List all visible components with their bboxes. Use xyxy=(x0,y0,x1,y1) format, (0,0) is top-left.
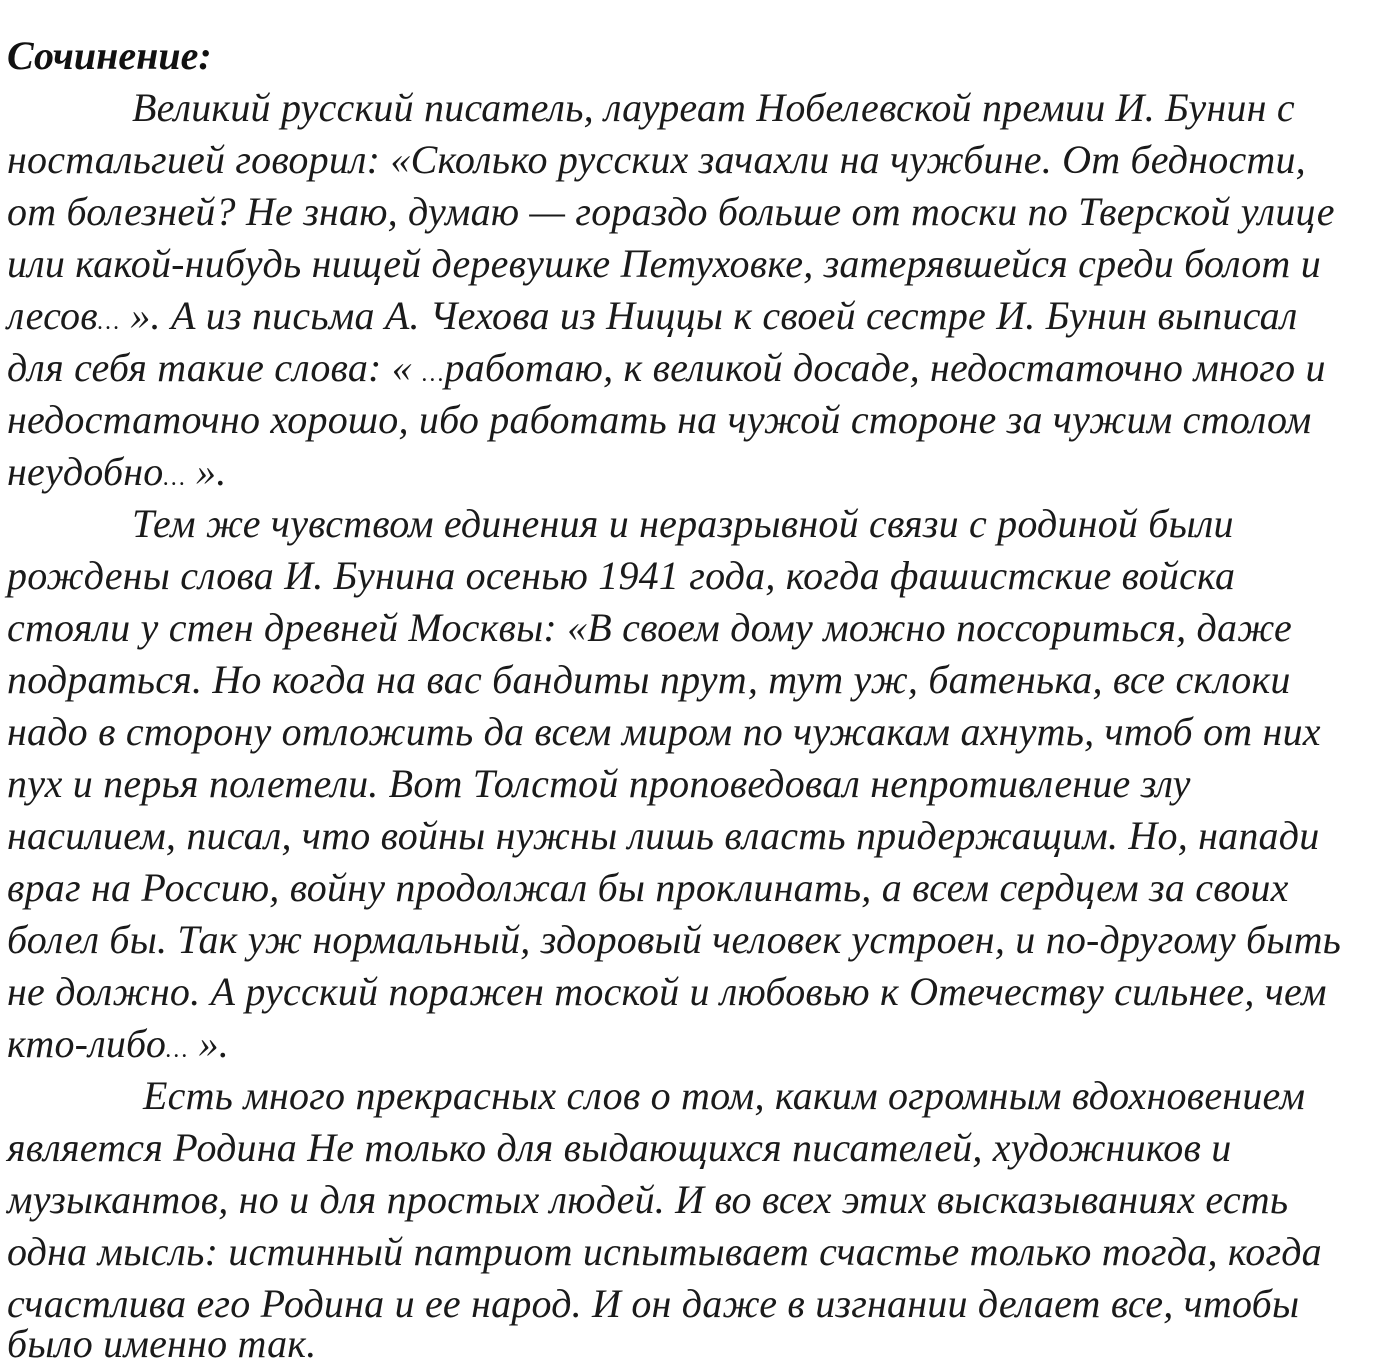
paragraph-2-line-10: не должно. А русский поражен тоской и любовью к Отечеству сильнее, чем xyxy=(7,969,1327,1014)
paragraph-1-line-3: от болезней? Не знаю, думаю — гораздо больше от тоски по Тверской улице xyxy=(7,189,1335,234)
paragraph-2-line-8: враг на Россию, войну продолжал бы проклинать, а всем сердцем за своих xyxy=(7,865,1289,910)
paragraph-1-line-1: Великий русский писатель, лауреат Нобелевской премии И. Бунин с xyxy=(132,85,1295,130)
paragraph-3-line-2: является Родина Не только для выдающихся писателей, художников и xyxy=(7,1125,1232,1170)
paragraph-2-line-9: болел бы. Так уж нормальный, здоровый человек устроен, и по-другому быть xyxy=(7,917,1342,962)
paragraph-1-line-5: лесов… ». А из письма А. Чехова из Ниццы к своей сестре И. Бунин выписал xyxy=(7,293,1298,338)
paragraph-3-line-1: Есть много прекрасных слов о том, каким огромным вдохновением xyxy=(143,1073,1306,1118)
paragraph-2-line-4: подраться. Но когда на вас бандиты прут, тут уж, батенька, все склоки xyxy=(7,657,1291,702)
paragraph-1-line-4: или какой-нибудь нищей деревушке Петуховке, затерявшейся среди болот и xyxy=(7,241,1321,286)
paragraph-3-line-6: было именно так. xyxy=(7,1321,317,1366)
paragraph-2-line-7: насилием, писал, что войны нужны лишь власть придержащим. Но, напади xyxy=(7,813,1320,858)
paragraph-2-line-3: стояли у стен древней Москвы: «В своем дому можно поссориться, даже xyxy=(7,605,1292,650)
paragraph-1-line-7: недостаточно хорошо, ибо работать на чужой стороне за чужим столом xyxy=(7,397,1312,442)
paragraph-2-line-11: кто-либо… ». xyxy=(7,1021,229,1066)
paragraph-1-line-2: ностальгией говорил: «Сколько русских зачахли на чужбине. От бедности, xyxy=(7,137,1306,182)
paragraph-2-line-2: рождены слова И. Бунина осенью 1941 года, когда фашистские войска xyxy=(7,553,1236,598)
paragraph-2-line-5: надо в сторону отложить да всем миром по чужакам ахнуть, чтоб от них xyxy=(7,709,1321,754)
paragraph-1-line-8: неудобно… ». xyxy=(7,449,227,494)
paragraph-2-line-6: пух и перья полетели. Вот Толстой проповедовал непротивление злу xyxy=(7,761,1191,806)
paragraph-1-line-6: для себя такие слова: « …работаю, к великой досаде, недостаточно много и xyxy=(7,345,1326,390)
paragraph-3-line-5: счастлива его Родина и ее народ. И он даже в изгнании делает все, чтобы xyxy=(7,1281,1300,1326)
paragraph-3-line-4: одна мысль: истинный патриот испытывает счастье только тогда, когда xyxy=(7,1229,1322,1274)
essay-heading: Сочинение: xyxy=(7,33,212,78)
paragraph-2-line-1: Тем же чувством единения и неразрывной связи с родиной были xyxy=(132,501,1234,546)
paragraph-3-line-3: музыкантов, но и для простых людей. И во всех этих высказываниях есть xyxy=(7,1177,1289,1222)
